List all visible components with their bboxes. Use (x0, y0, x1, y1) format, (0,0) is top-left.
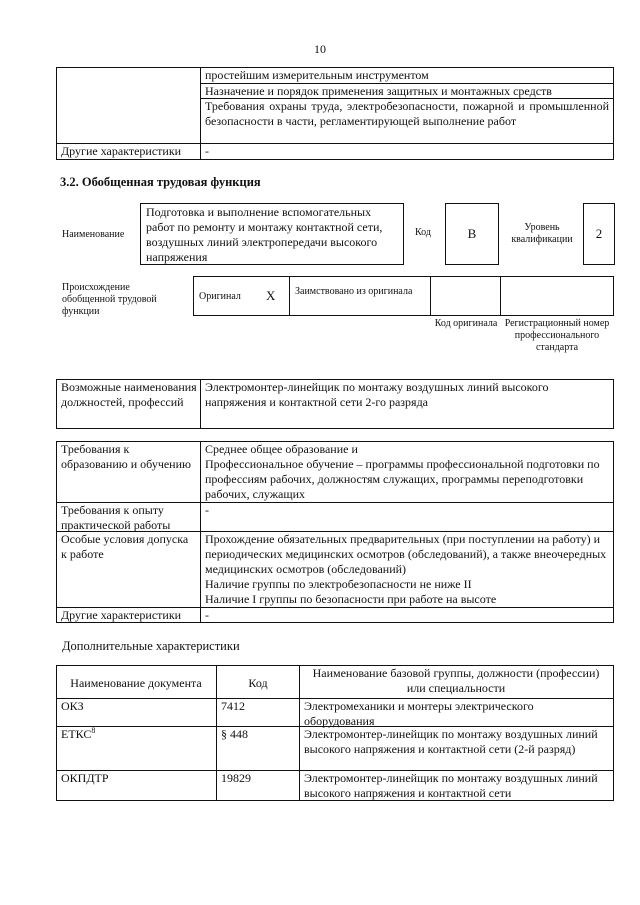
row1-name: Электромеханики и монтеры электрического оборудования (304, 699, 534, 728)
education-line1: Среднее общее образование и (205, 442, 358, 456)
row1-doc: ОКЗ (61, 699, 84, 713)
additional-title: Дополнительные характеристики (62, 639, 240, 653)
code-value: B (467, 226, 477, 241)
experience-value: - (205, 503, 209, 517)
origin-label: Происхождение обобщенной трудовой функции (62, 282, 157, 317)
education-line2: Профессиональное обучение – программы профессиональной подготовки по профессиям рабочих, должностям служащих, программы переподготовки рабочих, служащих (205, 457, 600, 501)
header-code: Код (248, 676, 268, 690)
special-label: Особые условия допуска к работе (61, 532, 189, 561)
row2-name: Электромонтер-линейщик по монтажу воздушных линий высокого напряжения и контактной сети (2-й разряд) (304, 727, 598, 756)
header-name: Наименование базовой группы, должности (профессии) или специальности (312, 666, 600, 695)
row2-doc (61, 727, 211, 742)
row3-name: Электромонтер-линейщик по монтажу воздушных линий высокого напряжения и контактной сети (304, 771, 598, 800)
borrowed-label: Заимствовано из оригинала (295, 286, 413, 297)
reg-number-caption: Регистрационный номер профессионального стандарта (504, 318, 610, 353)
level-label: Уровень квалификации (511, 222, 573, 245)
positions-label: Возможные наименования должностей, профессий (61, 380, 197, 409)
top-row3-value: Требования охраны труда, электробезопасности, пожарной и промышленной безопасности в части, регламентирующей выполнение работ (205, 99, 609, 128)
row3-code: 19829 (221, 771, 251, 785)
name-label: Наименование (62, 229, 125, 240)
footnote-marker: 8 (91, 726, 96, 735)
top-row2-value: Назначение и порядок применения защитных и монтажных средств (205, 84, 552, 98)
header-document: Наименование документа (70, 676, 202, 690)
row2-code: § 448 (221, 727, 248, 741)
special-line2: Наличие группы по электробезопасности не ниже II (205, 577, 472, 591)
other-value: - (205, 608, 209, 622)
level-value: 2 (595, 226, 603, 241)
special-line3: Наличие I группы по безопасности при работе на высоте (205, 592, 497, 606)
row3-doc: ОКПДТР (61, 771, 109, 785)
other-label: Другие характеристики (61, 608, 182, 622)
top-row4-label: Другие характеристики (61, 144, 182, 158)
positions-value: Электромонтер-линейщик по монтажу воздушных линий высокого напряжения и контактной сети 2-го разряда (205, 380, 549, 409)
code-label: Код (415, 227, 431, 238)
experience-label: Требования к опыту практической работы (61, 503, 171, 532)
original-label: Оригинал (199, 291, 241, 302)
page-number: 10 (314, 42, 326, 56)
code-original-caption: Код оригинала (434, 318, 498, 329)
top-row1-value: простейшим измерительным инструментом (205, 68, 429, 82)
name-value: Подготовка и выполнение вспомогательных работ по ремонту и монтажу контактной сети, воздушных линий электропередачи высокого напряжения (146, 205, 383, 264)
row1-code: 7412 (221, 699, 245, 713)
row2-doc-text: ЕТКС (61, 727, 92, 741)
education-label: Требования к образованию и обучению (61, 442, 191, 471)
special-line1: Прохождение обязательных предварительных (при поступлении на работу) и периодических медицинских осмотров (обследований), а также внеочередных медицинских осмотров (обследований) (205, 532, 607, 576)
section-title: 3.2. Обобщенная трудовая функция (60, 175, 261, 189)
top-row4-value: - (205, 144, 209, 158)
original-mark: X (266, 288, 276, 303)
